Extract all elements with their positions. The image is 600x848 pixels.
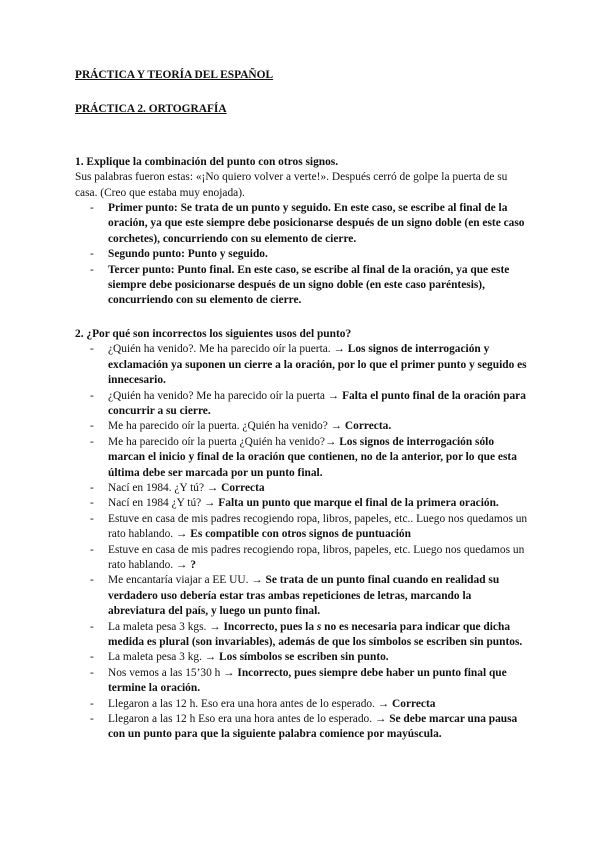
item-text: Me ha parecido oír la puerta. ¿Quién ha venido? → <box>108 420 345 433</box>
item-text: ¿Quién ha venido?. Me ha parecido oír la puerta. → <box>108 343 348 356</box>
item-answer: Es compatible con otros signos de puntuación <box>190 528 411 541</box>
dash-bullet: - <box>90 248 94 261</box>
list-item <box>75 543 530 574</box>
item-answer: Los signos de interrogación sólo marcan el inicio y final de la oración que contienen, no de la anterior, por lo que esta última debe ser marcada por un punto final. <box>108 435 517 479</box>
item-answer: Los símbolos se escriben sin punto. <box>219 651 389 664</box>
item-text: Nací en 1984 ¿Y tú? → <box>108 497 219 510</box>
item-answer-part-b: no es necesaria para indicar que dicha medida es plural (son invariables), además de que los símbolos se escriben sin puntos. <box>108 620 523 648</box>
dash-bullet: - <box>90 389 94 402</box>
dash-bullet: - <box>90 666 94 679</box>
list-item <box>75 419 530 434</box>
dash-bullet: - <box>90 512 94 525</box>
dash-bullet: - <box>90 713 94 726</box>
item-answer: Incorrecto, pues siempre debe haber un punto final que termine la oración. <box>108 666 507 695</box>
item-answer: Correcta <box>221 481 265 494</box>
item-answer: Se debe marcar una pausa con un punto para que la siguiente palabra comience por mayúscula. <box>108 713 518 741</box>
item-answer: Punto final. En este caso, se escribe al final de la oración, ya que este siempre debe posicionarse después de un signo doble (en este caso paréntesis), concurriendo con su elemento de cierre. <box>108 263 510 307</box>
dash-bullet: - <box>90 651 94 664</box>
dash-bullet: - <box>90 435 94 448</box>
document-page <box>75 68 530 743</box>
item-answer-italic: s <box>316 620 322 633</box>
list-item <box>75 389 530 420</box>
dash-bullet: - <box>90 697 94 710</box>
item-label: Primer punto: <box>108 202 181 215</box>
item-answer: Se trata de un punto y seguido. En este caso, se escribe al final de la oración, ya que este siempre debe posicionarse después de un signo doble (en este caso corchetes), concurriendo con su elemento de cierre. <box>108 202 525 245</box>
list-item <box>75 620 530 651</box>
item-answer: Los signos de interrogación y exclamación ya suponen un cierre a la oración, por lo que el primer punto y seguido es innecesario. <box>108 343 527 387</box>
list-item <box>75 201 530 247</box>
question-2: 2. ¿Por qué son incorrectos los siguientes usos del punto? <box>75 327 352 340</box>
item-text: ¿Quién ha venido? Me ha parecido oír la puerta → <box>108 389 343 402</box>
list-item <box>75 666 530 697</box>
dash-bullet: - <box>90 497 94 510</box>
list-item <box>75 481 530 496</box>
list-item <box>75 342 530 388</box>
item-text: Nací en 1984. ¿Y tú? → <box>108 481 222 494</box>
item-text: Estuve en casa de mis padres recogiendo ropa, libros, papeles, etc.. Luego nos quedamos un rato hablando. → <box>108 512 528 541</box>
practice-title: PRÁCTICA 2. ORTOGRAFÍA <box>75 103 227 116</box>
list-item <box>75 496 530 511</box>
list-item <box>75 712 530 743</box>
item-answer: Punto y seguido. <box>187 248 268 261</box>
dash-bullet: - <box>90 202 94 215</box>
question-1-list <box>75 201 530 309</box>
dash-bullet: - <box>90 263 94 276</box>
item-text: Llegaron a las 12 h. Eso era una hora antes de lo esperado. → <box>108 697 393 710</box>
item-text: Llegaron a las 12 h Eso era una hora antes de lo esperado. → <box>108 713 390 726</box>
item-text: La maleta pesa 3 kgs. → <box>108 620 224 633</box>
item-text: Me encantaría viajar a EE UU. → <box>108 574 266 587</box>
item-text: La maleta pesa 3 kg. → <box>108 651 220 664</box>
dash-bullet: - <box>90 343 94 356</box>
document-title: PRÁCTICA Y TEORÍA DEL ESPAÑOL <box>75 69 274 81</box>
list-item <box>75 697 530 712</box>
list-item <box>75 573 530 619</box>
list-item <box>75 512 530 543</box>
item-answer: Falta un punto que marque el final de la primera oración. <box>218 497 499 510</box>
list-item <box>75 435 530 481</box>
item-answer: Se trata de un punto final cuando en realidad su verdadero uso debería estar tras ambas repeticiones de letras, marcando la abreviatura del país, y luego un punto final. <box>108 574 500 618</box>
dash-bullet: - <box>90 574 94 587</box>
item-text: Me ha parecido oír la puerta ¿Quién ha venido?→ <box>108 435 340 448</box>
question-1-sentence: Sus palabras fueron estas: «¡No quiero volver a verte!». Después cerró de golpe la puerta de su casa. (Creo que estaba muy enojada). <box>75 171 508 199</box>
question-2-list <box>75 342 530 743</box>
list-item <box>75 247 530 262</box>
item-answer: Falta el punto final de la oración para concurrir a su cierre. <box>108 389 526 417</box>
item-text: Nos vemos a las 15’30 h → <box>108 666 238 679</box>
item-label: Tercer punto: <box>108 263 178 276</box>
item-answer-part-a: Incorrecto, pues la <box>223 620 317 633</box>
dash-bullet: - <box>90 543 94 556</box>
dash-bullet: - <box>90 481 94 494</box>
question-1: 1. Explique la combinación del punto con otros signos. <box>75 155 339 168</box>
list-item <box>75 263 530 309</box>
item-answer: Correcta. <box>344 420 392 433</box>
item-label: Segundo punto: <box>108 248 188 261</box>
dash-bullet: - <box>90 620 94 633</box>
dash-bullet: - <box>90 420 94 433</box>
item-answer: ? <box>190 558 196 571</box>
list-item <box>75 650 530 665</box>
item-answer: Correcta <box>392 697 436 710</box>
item-text: Estuve en casa de mis padres recogiendo ropa, libros, papeles, etc. Luego nos quedamos un rato hablando. → <box>108 543 525 571</box>
